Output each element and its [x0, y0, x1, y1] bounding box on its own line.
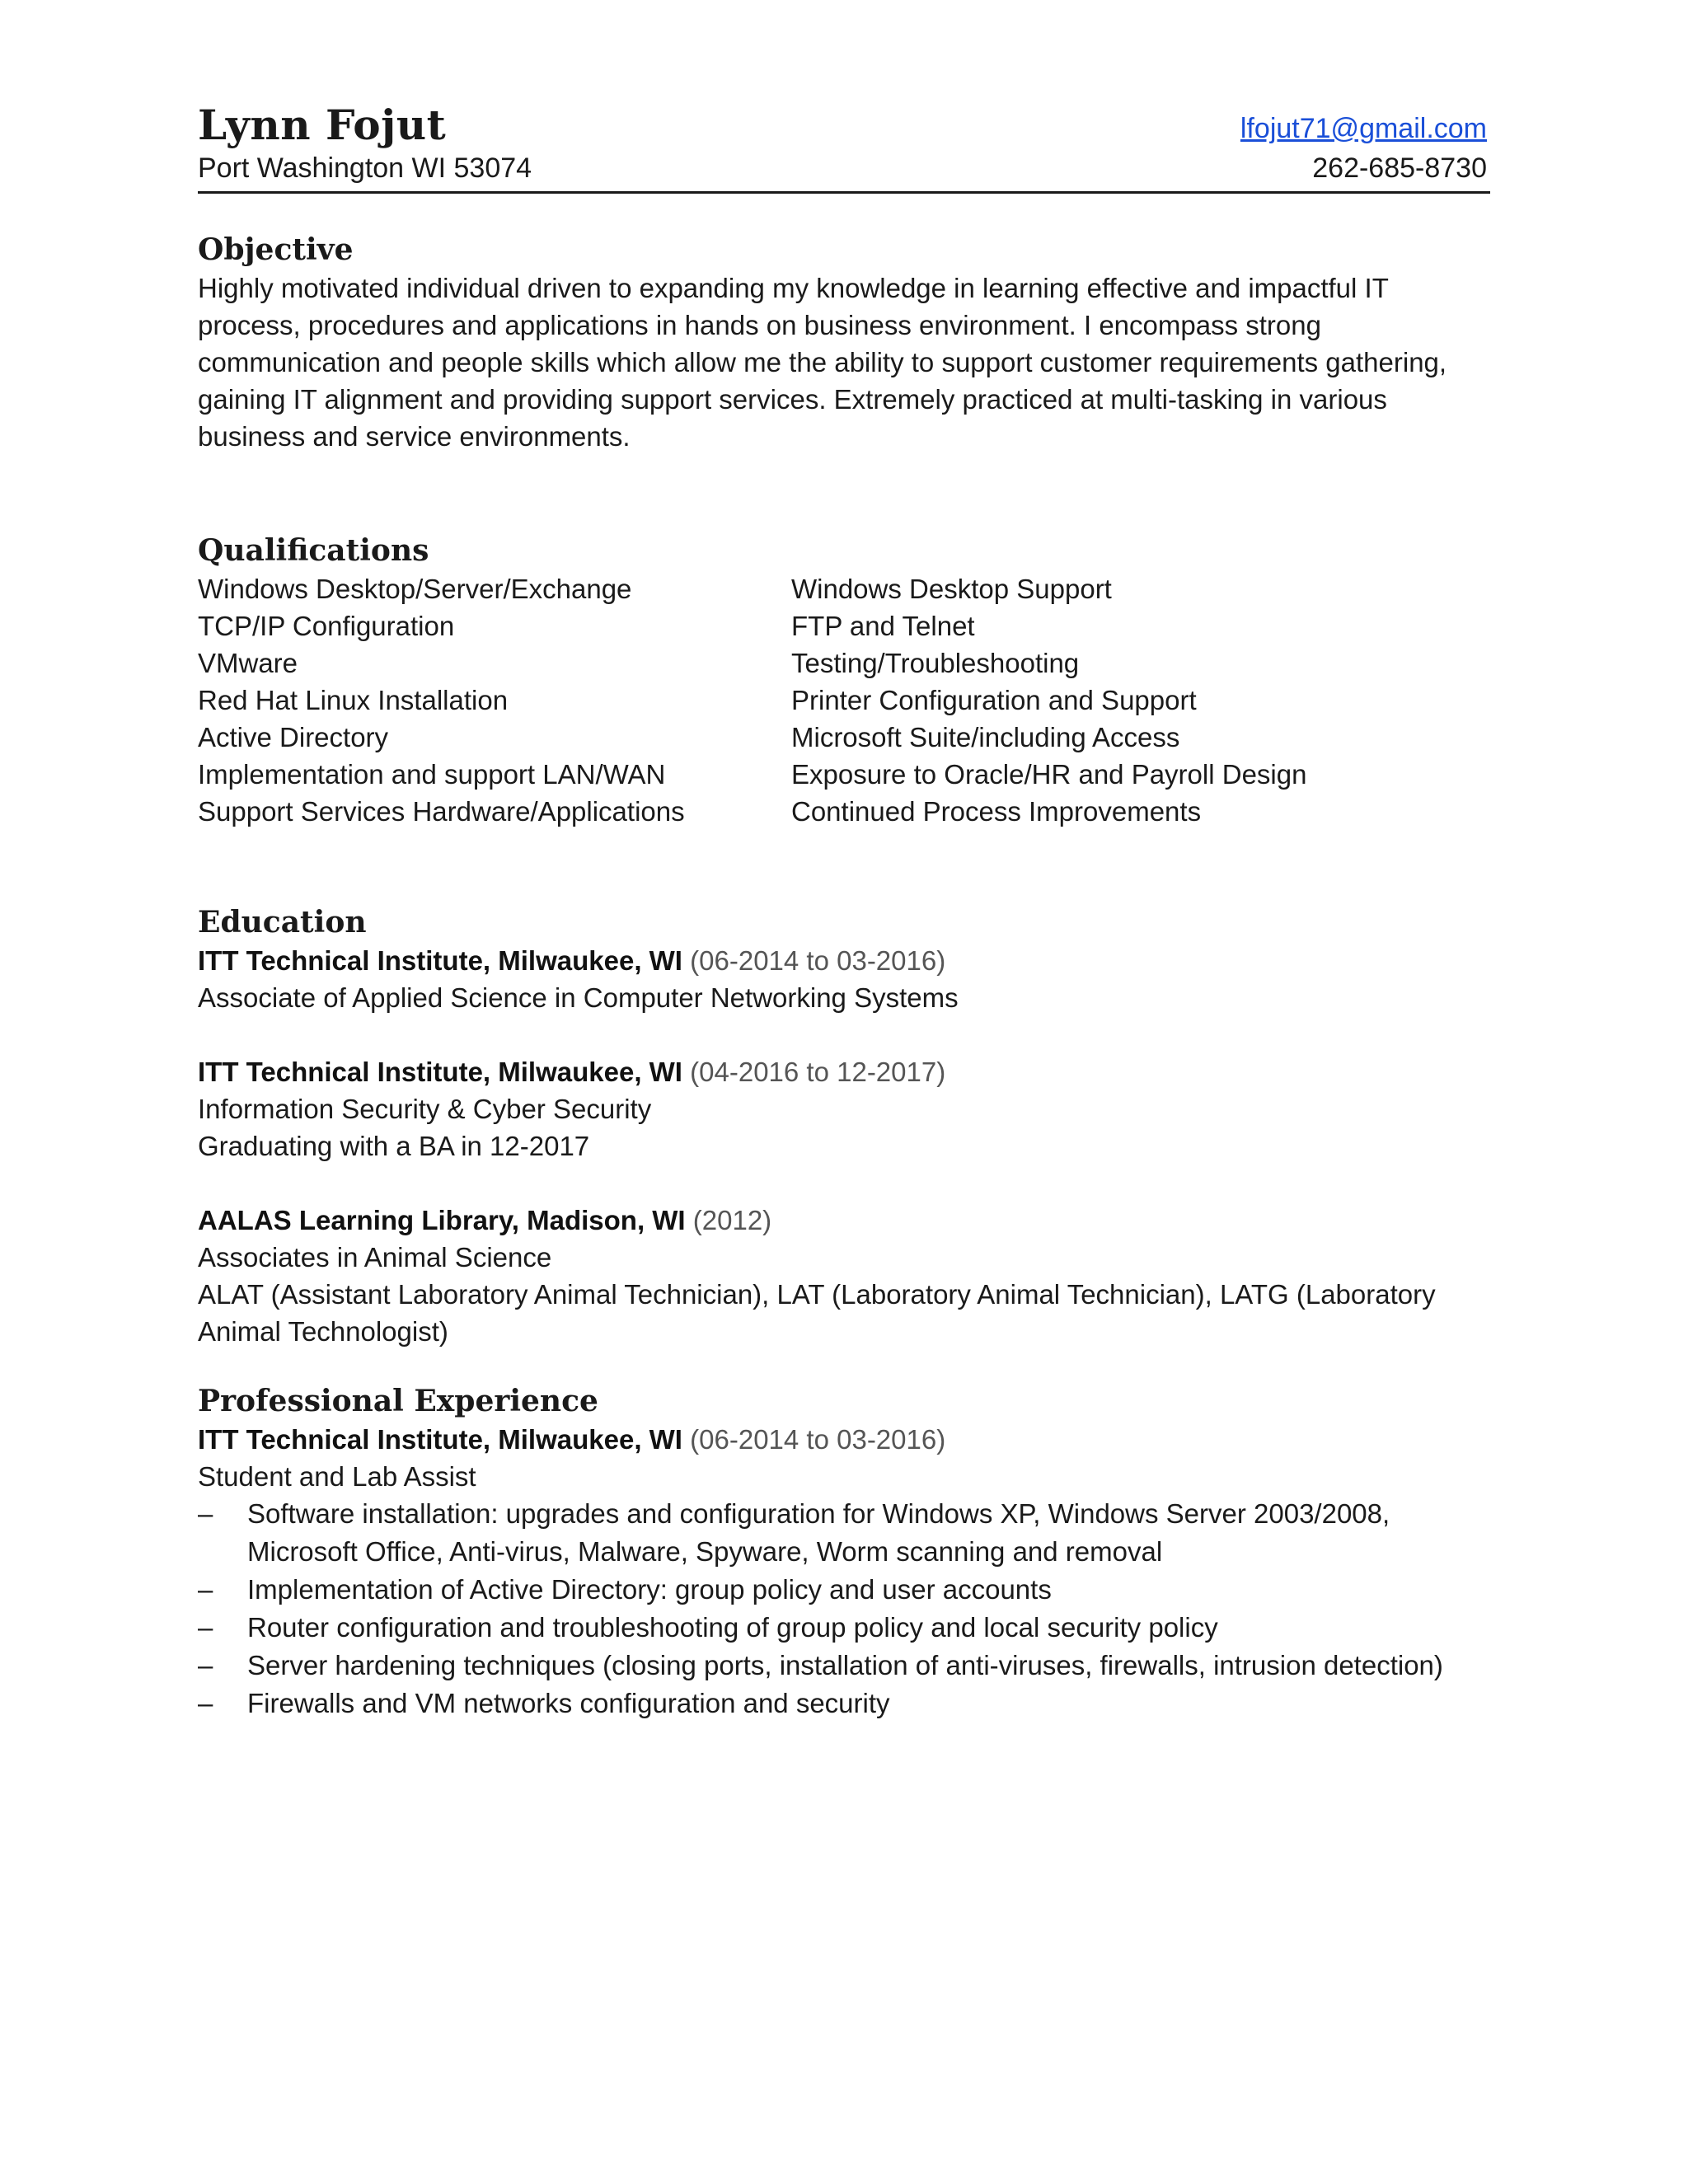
education-entry [198, 1053, 1490, 1165]
objective-section [198, 230, 1490, 455]
list-item [198, 1685, 1490, 1722]
candidate-name: Lynn Fojut [198, 101, 447, 149]
qualification-item: VMware [198, 648, 298, 678]
objective-heading: Objective [198, 232, 354, 267]
degree-line: ALAT (Assistant Laboratory Animal Technician), LAT (Laboratory Animal Technician), LATG (Laboratory Animal Technologist) [198, 1279, 1436, 1347]
qualification-item: Windows Desktop/Server/Exchange [198, 574, 632, 604]
education-dates: (06-2014 to 03-2016) [690, 945, 946, 976]
qualification-item: Microsoft Suite/including Access [791, 722, 1180, 752]
education-entry [198, 1202, 1490, 1350]
qualification-item: Testing/Troubleshooting [791, 648, 1080, 678]
resume-header [198, 99, 1490, 194]
list-item [198, 1495, 1490, 1571]
school-name: ITT Technical Institute, Milwaukee, WI [198, 945, 682, 976]
dash-bullet: – [198, 1612, 213, 1643]
school-name: ITT Technical Institute, Milwaukee, WI [198, 1057, 682, 1087]
dash-bullet: – [198, 1650, 213, 1680]
email-link[interactable]: lfojut71@gmail.com [1240, 113, 1487, 144]
degree-line: Graduating with a BA in 12-2017 [198, 1131, 590, 1161]
qualifications-grid [198, 570, 1490, 830]
dash-bullet: – [198, 1688, 213, 1718]
job-role: Student and Lab Assist [198, 1461, 476, 1492]
experience-section [198, 1381, 1490, 1722]
objective-text: Highly motivated individual driven to expanding my knowledge in learning effective and impactful IT process, procedures and applications in hands on business environment. I encompass strong communication and people skills which allow me the ability to support customer requirements gathering, gaining IT alignment and providing support services. Extremely practiced at multi-tasking in various business and service environments. [198, 273, 1447, 452]
dash-bullet: – [198, 1498, 213, 1529]
qualification-item: Active Directory [198, 722, 389, 752]
bullet-text: Implementation of Active Directory: group policy and user accounts [247, 1574, 1052, 1605]
list-item [198, 1647, 1490, 1685]
education-dates: (04-2016 to 12-2017) [690, 1057, 946, 1087]
list-item [198, 1571, 1490, 1609]
education-dates: (2012) [692, 1205, 772, 1235]
bullet-text: Software installation: upgrades and configuration for Windows XP, Windows Server 2003/2008, Microsoft Office, Anti-virus, Malware, Spyware, Worm scanning and removal [247, 1498, 1390, 1567]
degree-line: Associate of Applied Science in Computer Networking Systems [198, 982, 959, 1013]
bullet-text: Server hardening techniques (closing ports, installation of anti-viruses, firewalls, intrusion detection) [247, 1650, 1443, 1680]
qualification-item: Red Hat Linux Installation [198, 685, 509, 715]
dash-bullet: – [198, 1574, 213, 1605]
school-name: AALAS Learning Library, Madison, WI [198, 1205, 686, 1235]
qualification-item: Implementation and support LAN/WAN [198, 759, 666, 790]
resume-page [198, 99, 1490, 1722]
qualification-item: TCP/IP Configuration [198, 611, 455, 641]
qualification-item: Exposure to Oracle/HR and Payroll Design [791, 759, 1307, 790]
address: Port Washington WI 53074 [198, 152, 532, 184]
qualification-item: Continued Process Improvements [791, 796, 1202, 827]
education-entry [198, 942, 1490, 1016]
qualification-item: Windows Desktop Support [791, 574, 1112, 604]
bullet-text: Firewalls and VM networks configuration and security [247, 1688, 890, 1718]
experience-heading: Professional Experience [198, 1384, 598, 1418]
qualifications-heading: Qualifications [198, 533, 429, 568]
qualification-item: Support Services Hardware/Applications [198, 796, 685, 827]
qualification-item: FTP and Telnet [791, 611, 975, 641]
phone-number: 262-685-8730 [1312, 152, 1487, 184]
degree-line: Associates in Animal Science [198, 1242, 552, 1272]
experience-dates: (06-2014 to 03-2016) [690, 1424, 946, 1455]
qualification-item: Printer Configuration and Support [791, 685, 1197, 715]
education-section [198, 902, 1490, 1350]
bullet-text: Router configuration and troubleshooting of group policy and local security policy [247, 1612, 1218, 1643]
degree-line: Information Security & Cyber Security [198, 1094, 652, 1124]
experience-bullets [198, 1495, 1490, 1722]
list-item [198, 1609, 1490, 1647]
employer-name: ITT Technical Institute, Milwaukee, WI [198, 1424, 682, 1455]
education-heading: Education [198, 905, 367, 940]
qualifications-section [198, 531, 1490, 830]
